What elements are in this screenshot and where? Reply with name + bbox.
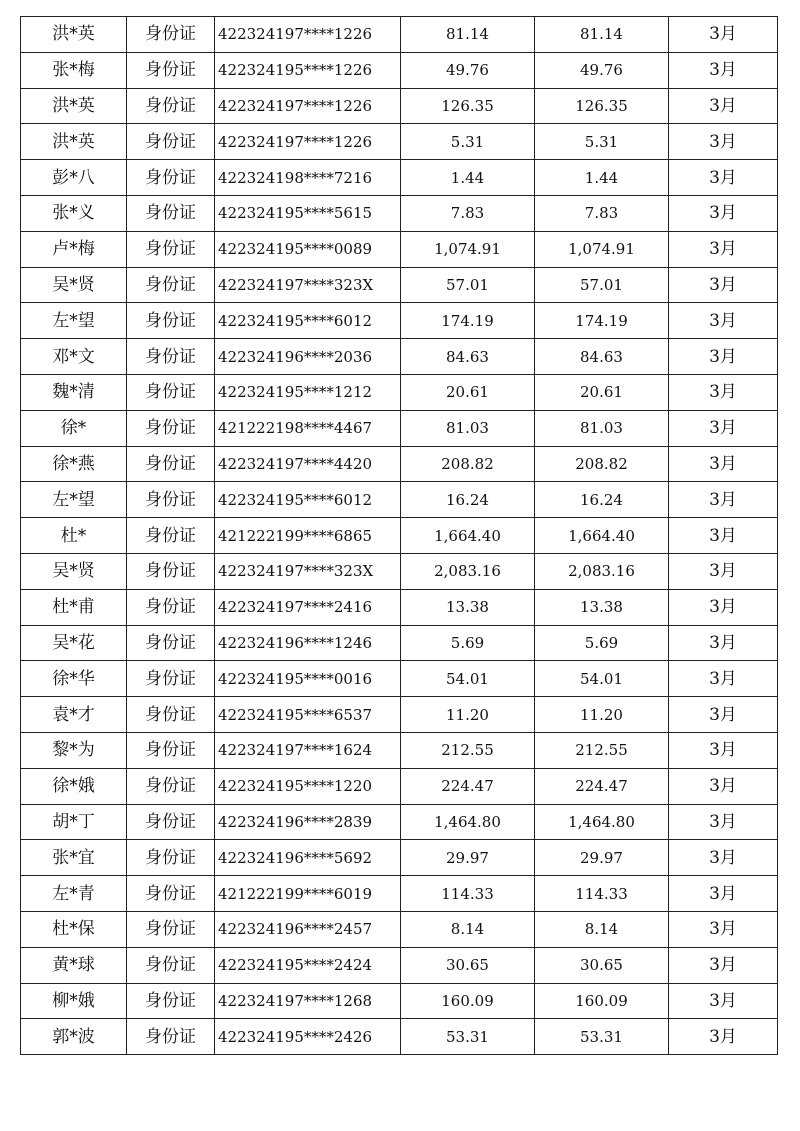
id-type-cell: 身份证 <box>127 768 215 804</box>
table-row <box>21 518 778 554</box>
amount-cell: 174.19 <box>401 303 535 339</box>
id-type-cell: 身份证 <box>127 17 215 53</box>
month-cell: 3月 <box>669 482 778 518</box>
month-cell: 3月 <box>669 17 778 53</box>
table-row <box>21 374 778 410</box>
name-cell: 吴*贤 <box>21 267 127 303</box>
id-type-cell: 身份证 <box>127 482 215 518</box>
name-cell: 张*宜 <box>21 840 127 876</box>
id-type-cell: 身份证 <box>127 52 215 88</box>
table-row <box>21 661 778 697</box>
amount-cell: 212.55 <box>401 732 535 768</box>
month-cell: 3月 <box>669 553 778 589</box>
id-number-cell: 422324195****2424 <box>215 947 401 983</box>
name-cell: 郭*波 <box>21 1019 127 1055</box>
amount-paid-cell: 160.09 <box>535 983 669 1019</box>
name-cell: 胡*丁 <box>21 804 127 840</box>
id-type-cell: 身份证 <box>127 88 215 124</box>
id-number-cell: 422324197****1268 <box>215 983 401 1019</box>
amount-paid-cell: 20.61 <box>535 374 669 410</box>
id-number-cell: 422324197****4420 <box>215 446 401 482</box>
id-number-cell: 422324195****6012 <box>215 303 401 339</box>
amount-paid-cell: 1.44 <box>535 160 669 196</box>
table-row <box>21 17 778 53</box>
amount-paid-cell: 81.03 <box>535 410 669 446</box>
name-cell: 卢*梅 <box>21 231 127 267</box>
amount-cell: 5.69 <box>401 625 535 661</box>
amount-paid-cell: 212.55 <box>535 732 669 768</box>
amount-paid-cell: 126.35 <box>535 88 669 124</box>
amount-cell: 8.14 <box>401 911 535 947</box>
name-cell: 魏*清 <box>21 374 127 410</box>
id-number-cell: 422324197****1624 <box>215 732 401 768</box>
id-type-cell: 身份证 <box>127 446 215 482</box>
amount-paid-cell: 208.82 <box>535 446 669 482</box>
amount-paid-cell: 7.83 <box>535 195 669 231</box>
id-number-cell: 422324195****1220 <box>215 768 401 804</box>
id-number-cell: 422324195****2426 <box>215 1019 401 1055</box>
month-cell: 3月 <box>669 231 778 267</box>
amount-cell: 1,074.91 <box>401 231 535 267</box>
table-row <box>21 804 778 840</box>
table-row <box>21 1019 778 1055</box>
table-row <box>21 231 778 267</box>
id-type-cell: 身份证 <box>127 410 215 446</box>
name-cell: 邓*文 <box>21 339 127 375</box>
table-row <box>21 840 778 876</box>
amount-cell: 1,664.40 <box>401 518 535 554</box>
amount-cell: 29.97 <box>401 840 535 876</box>
amount-cell: 2,083.16 <box>401 553 535 589</box>
month-cell: 3月 <box>669 303 778 339</box>
amount-cell: 81.14 <box>401 17 535 53</box>
id-number-cell: 421222199****6865 <box>215 518 401 554</box>
amount-cell: 54.01 <box>401 661 535 697</box>
amount-paid-cell: 13.38 <box>535 589 669 625</box>
amount-cell: 57.01 <box>401 267 535 303</box>
id-type-cell: 身份证 <box>127 661 215 697</box>
amount-cell: 11.20 <box>401 697 535 733</box>
id-number-cell: 422324197****1226 <box>215 124 401 160</box>
table-row <box>21 303 778 339</box>
id-type-cell: 身份证 <box>127 804 215 840</box>
id-number-cell: 422324197****1226 <box>215 17 401 53</box>
month-cell: 3月 <box>669 625 778 661</box>
table-row <box>21 410 778 446</box>
id-type-cell: 身份证 <box>127 876 215 912</box>
month-cell: 3月 <box>669 840 778 876</box>
id-number-cell: 422324195****0089 <box>215 231 401 267</box>
id-type-cell: 身份证 <box>127 160 215 196</box>
amount-paid-cell: 53.31 <box>535 1019 669 1055</box>
name-cell: 洪*英 <box>21 124 127 160</box>
month-cell: 3月 <box>669 876 778 912</box>
table-row <box>21 267 778 303</box>
month-cell: 3月 <box>669 983 778 1019</box>
amount-cell: 160.09 <box>401 983 535 1019</box>
table-row <box>21 768 778 804</box>
amount-paid-cell: 54.01 <box>535 661 669 697</box>
id-type-cell: 身份证 <box>127 589 215 625</box>
name-cell: 黎*为 <box>21 732 127 768</box>
name-cell: 徐*娥 <box>21 768 127 804</box>
id-type-cell: 身份证 <box>127 732 215 768</box>
id-number-cell: 422324196****5692 <box>215 840 401 876</box>
month-cell: 3月 <box>669 124 778 160</box>
name-cell: 吴*贤 <box>21 553 127 589</box>
amount-cell: 81.03 <box>401 410 535 446</box>
month-cell: 3月 <box>669 1019 778 1055</box>
amount-paid-cell: 49.76 <box>535 52 669 88</box>
name-cell: 左*望 <box>21 303 127 339</box>
table-row <box>21 52 778 88</box>
name-cell: 左*望 <box>21 482 127 518</box>
amount-paid-cell: 8.14 <box>535 911 669 947</box>
id-number-cell: 422324195****6012 <box>215 482 401 518</box>
id-type-cell: 身份证 <box>127 339 215 375</box>
id-type-cell: 身份证 <box>127 124 215 160</box>
id-type-cell: 身份证 <box>127 231 215 267</box>
month-cell: 3月 <box>669 374 778 410</box>
name-cell: 黄*球 <box>21 947 127 983</box>
amount-paid-cell: 2,083.16 <box>535 553 669 589</box>
name-cell: 柳*娥 <box>21 983 127 1019</box>
month-cell: 3月 <box>669 195 778 231</box>
name-cell: 张*梅 <box>21 52 127 88</box>
amount-cell: 53.31 <box>401 1019 535 1055</box>
id-number-cell: 422324197****2416 <box>215 589 401 625</box>
id-type-cell: 身份证 <box>127 840 215 876</box>
amount-paid-cell: 1,464.80 <box>535 804 669 840</box>
table-row <box>21 88 778 124</box>
amount-cell: 20.61 <box>401 374 535 410</box>
amount-paid-cell: 174.19 <box>535 303 669 339</box>
id-number-cell: 422324196****2036 <box>215 339 401 375</box>
table-row <box>21 625 778 661</box>
table-row <box>21 195 778 231</box>
amount-cell: 126.35 <box>401 88 535 124</box>
id-number-cell: 422324198****7216 <box>215 160 401 196</box>
id-number-cell: 422324196****2457 <box>215 911 401 947</box>
amount-paid-cell: 1,664.40 <box>535 518 669 554</box>
table-row <box>21 947 778 983</box>
month-cell: 3月 <box>669 661 778 697</box>
id-number-cell: 422324197****1226 <box>215 88 401 124</box>
id-number-cell: 422324195****1226 <box>215 52 401 88</box>
name-cell: 徐*华 <box>21 661 127 697</box>
amount-cell: 30.65 <box>401 947 535 983</box>
name-cell: 徐*燕 <box>21 446 127 482</box>
table-row <box>21 446 778 482</box>
id-number-cell: 421222199****6019 <box>215 876 401 912</box>
month-cell: 3月 <box>669 697 778 733</box>
name-cell: 左*青 <box>21 876 127 912</box>
name-cell: 袁*才 <box>21 697 127 733</box>
id-number-cell: 422324196****1246 <box>215 625 401 661</box>
id-number-cell: 422324196****2839 <box>215 804 401 840</box>
id-number-cell: 422324197****323X <box>215 267 401 303</box>
amount-cell: 1,464.80 <box>401 804 535 840</box>
id-number-cell: 422324197****323X <box>215 553 401 589</box>
amount-cell: 208.82 <box>401 446 535 482</box>
amount-paid-cell: 57.01 <box>535 267 669 303</box>
id-number-cell: 421222198****4467 <box>215 410 401 446</box>
table-row <box>21 160 778 196</box>
amount-cell: 49.76 <box>401 52 535 88</box>
id-number-cell: 422324195****6537 <box>215 697 401 733</box>
table-row <box>21 553 778 589</box>
name-cell: 张*义 <box>21 195 127 231</box>
month-cell: 3月 <box>669 52 778 88</box>
amount-cell: 84.63 <box>401 339 535 375</box>
month-cell: 3月 <box>669 911 778 947</box>
amount-paid-cell: 16.24 <box>535 482 669 518</box>
amount-cell: 1.44 <box>401 160 535 196</box>
month-cell: 3月 <box>669 518 778 554</box>
amount-cell: 224.47 <box>401 768 535 804</box>
amount-cell: 16.24 <box>401 482 535 518</box>
table-row <box>21 124 778 160</box>
amount-paid-cell: 114.33 <box>535 876 669 912</box>
amount-paid-cell: 5.31 <box>535 124 669 160</box>
id-type-cell: 身份证 <box>127 625 215 661</box>
amount-paid-cell: 224.47 <box>535 768 669 804</box>
id-type-cell: 身份证 <box>127 267 215 303</box>
month-cell: 3月 <box>669 768 778 804</box>
id-type-cell: 身份证 <box>127 553 215 589</box>
id-type-cell: 身份证 <box>127 697 215 733</box>
month-cell: 3月 <box>669 804 778 840</box>
table-row <box>21 589 778 625</box>
month-cell: 3月 <box>669 732 778 768</box>
amount-cell: 13.38 <box>401 589 535 625</box>
name-cell: 洪*英 <box>21 88 127 124</box>
month-cell: 3月 <box>669 160 778 196</box>
table-row <box>21 876 778 912</box>
id-type-cell: 身份证 <box>127 374 215 410</box>
amount-paid-cell: 81.14 <box>535 17 669 53</box>
amount-paid-cell: 5.69 <box>535 625 669 661</box>
id-type-cell: 身份证 <box>127 911 215 947</box>
name-cell: 杜*甫 <box>21 589 127 625</box>
month-cell: 3月 <box>669 339 778 375</box>
table-row <box>21 482 778 518</box>
name-cell: 杜* <box>21 518 127 554</box>
id-type-cell: 身份证 <box>127 195 215 231</box>
amount-cell: 5.31 <box>401 124 535 160</box>
amount-paid-cell: 1,074.91 <box>535 231 669 267</box>
amount-cell: 7.83 <box>401 195 535 231</box>
id-type-cell: 身份证 <box>127 947 215 983</box>
month-cell: 3月 <box>669 410 778 446</box>
amount-paid-cell: 11.20 <box>535 697 669 733</box>
name-cell: 杜*保 <box>21 911 127 947</box>
name-cell: 彭*八 <box>21 160 127 196</box>
amount-paid-cell: 29.97 <box>535 840 669 876</box>
id-type-cell: 身份证 <box>127 983 215 1019</box>
name-cell: 徐* <box>21 410 127 446</box>
payment-table <box>20 16 778 1055</box>
table-row <box>21 339 778 375</box>
month-cell: 3月 <box>669 589 778 625</box>
amount-paid-cell: 84.63 <box>535 339 669 375</box>
table-row <box>21 732 778 768</box>
name-cell: 洪*英 <box>21 17 127 53</box>
month-cell: 3月 <box>669 947 778 983</box>
id-type-cell: 身份证 <box>127 518 215 554</box>
id-number-cell: 422324195****0016 <box>215 661 401 697</box>
month-cell: 3月 <box>669 446 778 482</box>
month-cell: 3月 <box>669 88 778 124</box>
amount-cell: 114.33 <box>401 876 535 912</box>
table-row <box>21 983 778 1019</box>
id-number-cell: 422324195****5615 <box>215 195 401 231</box>
month-cell: 3月 <box>669 267 778 303</box>
id-type-cell: 身份证 <box>127 303 215 339</box>
name-cell: 吴*花 <box>21 625 127 661</box>
table-row <box>21 697 778 733</box>
id-type-cell: 身份证 <box>127 1019 215 1055</box>
table-body <box>21 17 778 1055</box>
id-number-cell: 422324195****1212 <box>215 374 401 410</box>
table-row <box>21 911 778 947</box>
amount-paid-cell: 30.65 <box>535 947 669 983</box>
